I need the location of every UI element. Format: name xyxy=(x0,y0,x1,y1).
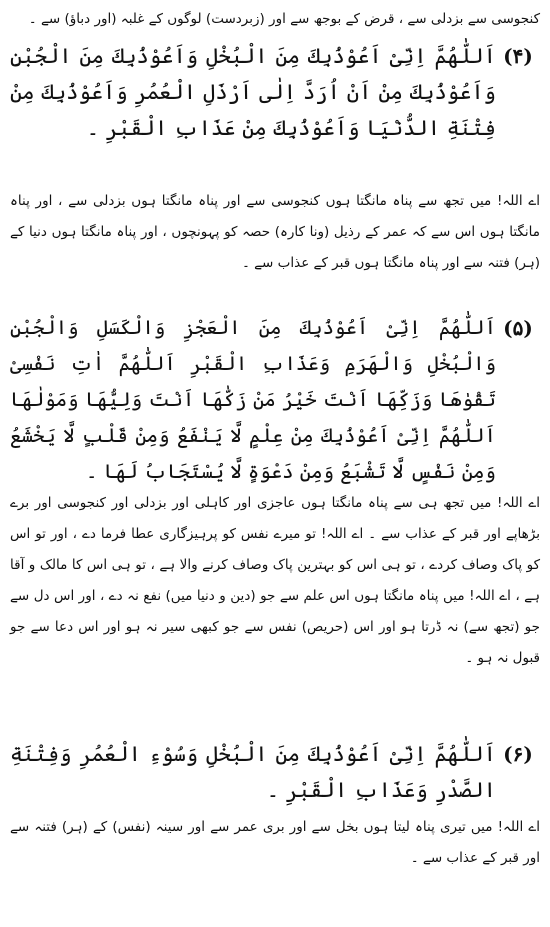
dua-5-arabic-text: اَللّٰھُمَّ اِنِّیْ اَعُوْذُبِكَ مِنَ الْعَجْزِ وَالْكَسَلِ وَالْجُبْنِ وَالْبُخْلِ وَالْھَرَمِ وَعَذَابِ الْقَبْرِ اَللّٰھُمَّ اٰتِ نَفْسِیْ تَقْوٰھَا وَزَكِّھَا اَنْتَ خَیْرُ مَنْ زَكّٰھَا اَنْتَ وَلِیُّھَا وَمَوْلٰھَا اَللّٰھُمَّ اِنِّیْ اَعُوْذُبِكَ مِنْ عِلْمٍ لَّا یَنْفَعُ وَمِنْ قَلْبٍ لَّا یَخْشَعُ وَمِنْ نَفْسٍ لَّا تَشْبَعُ وَمِنْ دَعْوَةٍ لَّا یُسْتَجَابُ لَھَا ۔ xyxy=(10,316,496,483)
dua-6-translation: اے اللہ! میں تیری پناہ لیتا ہوں بخل سے اور بری عمر سے اور سینہ (نفس) کے (ہر) فتنہ سے اور قبر کے عذاب سے ۔ xyxy=(10,819,540,866)
dua-5-number: (۵) xyxy=(503,316,533,340)
dua-4-arabic-text: اَللّٰھُمَّ اِنِّیْ اَعُوْذُبِكَ مِنَ الْبُخْلِ وَاَعُوْذُبِكَ مِنَ الْجُبْنِ وَاَعُوْذُبِكَ مِنْ اَنْ اُرَدَّ اِلٰی اَرْذَلِ الْعُمُرِ وَاَعُوْذُبِكَ مِنْ فِتْنَةِ الدُّنْیَا وَاَعُوْذُبِكَ مِنْ عَذَابِ الْقَبْرِ ۔ xyxy=(10,44,496,140)
dua-4-translation: اے اللہ! میں تجھ سے پناہ مانگتا ہوں کنجوسی سے اور پناہ مانگتا ہوں بزدلی سے ، اور پناہ مانگتا ہوں اس سے کہ عمر کے رذیل (ونا کارہ) حصہ کو پہونچوں ، اور پناہ مانگتا ہوں دنیا کے (ہر) فتنہ سے اور پناہ مانگتا ہوں قبر کے عذاب سے ۔ xyxy=(10,193,540,271)
dua-6-number: (۶) xyxy=(503,742,533,766)
dua-5-translation: اے اللہ! میں تجھ ہی سے پناہ مانگتا ہوں عاجزی اور کاہلی اور بزدلی اور کنجوسی اور برے بڑھاپے اور قبر کے عذاب سے ۔ اے اللہ! تو میرے نفس کو پرہیزگاری عطا فرما دے ، اور تو اس کو پاک وصاف کردے ، تو ہی اس کو بہترین پاک وصاف کرنے والا ہے ، تو ہی اس کا مالک و آقا ہے ، اے اللہ! میں پناہ مانگتا ہوں اس علم سے جو (دین و دنیا میں) نفع نہ دے ، اور اس دل سے جو (تجھ سے) نہ ڈرتا ہو اور اس (حریص) نفس سے جو کبھی سیر نہ ہو اور اس دعا سے جو قبول نہ ہو ۔ xyxy=(10,495,540,666)
dua-5-arabic-block xyxy=(10,310,540,488)
dua-4-number: (۴) xyxy=(503,44,533,68)
dua-4-arabic-block xyxy=(10,38,540,186)
opening-translation-line: کنجوسی سے بزدلی سے ، قرض کے بوجھ سے اور (زبردست) لوگوں کے غلبہ (اور دباؤ) سے ۔ xyxy=(28,11,540,27)
dua-6-arabic-text: اَللّٰھُمَّ اِنِّیْ اَعُوْذُبِكَ مِنَ الْبُخْلِ وَسُوْءِ الْعُمُرِ وَفِتْنَةِ الصَّدْرِ وَعَذَابِ الْقَبْرِ ۔ xyxy=(10,742,496,802)
dua-6-arabic-block xyxy=(10,736,540,812)
